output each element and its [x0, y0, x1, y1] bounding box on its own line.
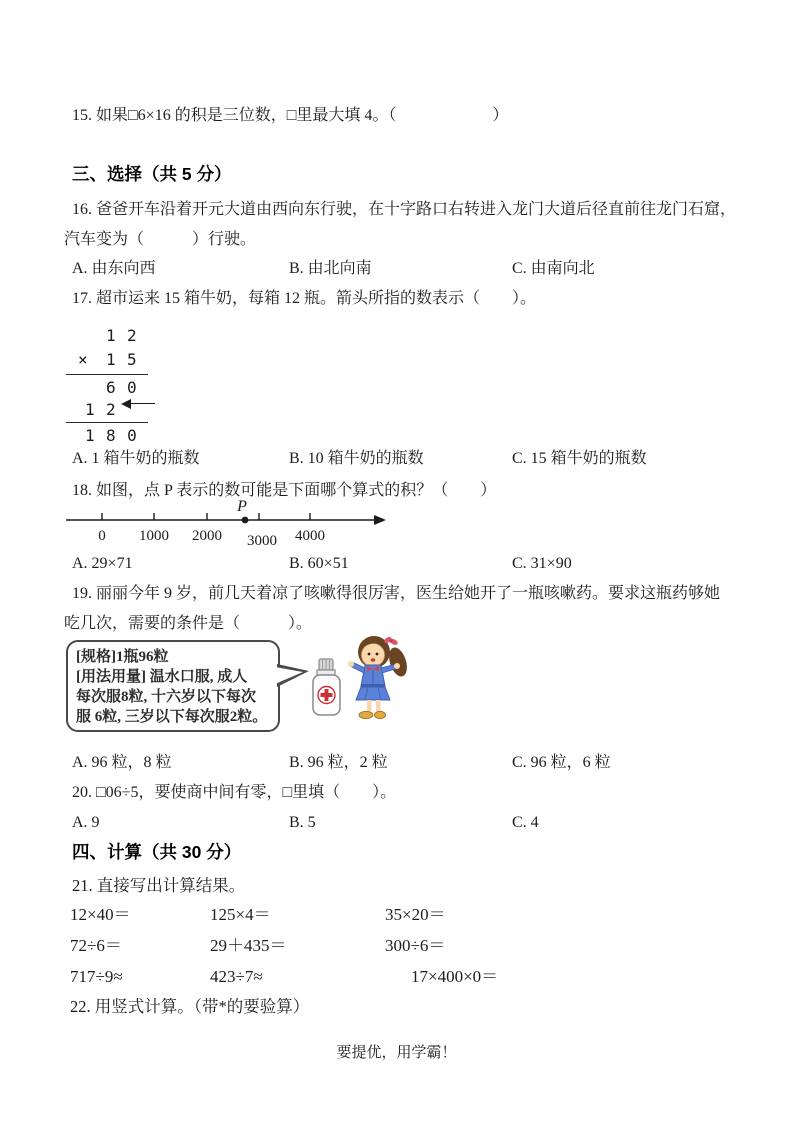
bubble-line-1: [规格]1瓶96粒 [76, 649, 169, 665]
option-b: B. 60×51 [289, 555, 349, 572]
option-b: B. 10 箱牛奶的瓶数 [289, 450, 424, 467]
question-18: 18. 如图，点 P 表示的数可能是下面哪个算式的积？（ ） [72, 482, 497, 499]
medicine-label-bubble [66, 640, 280, 732]
section-choice-title: 三、选择（共 5 分） [72, 164, 232, 184]
question-18-options [0, 553, 793, 575]
point-p-label: P [237, 498, 247, 515]
question-17-options [0, 448, 793, 470]
calc-item: 29＋435＝ [210, 936, 287, 955]
option-a: A. 9 [72, 814, 100, 831]
partial-product-1: 60 [106, 378, 149, 397]
shoe-left [359, 711, 373, 718]
question-15: 15. 如果□6×16 的积是三位数，□里最大填 4。（ ） [72, 107, 509, 124]
calc-item: 300÷6＝ [385, 936, 446, 955]
face [362, 644, 385, 667]
option-c: C. 96 粒，6 粒 [512, 754, 611, 771]
question-20-options [0, 812, 793, 834]
question-19-line2: 吃几次，需要的条件是（ ）。 [64, 615, 313, 632]
leg-right [376, 700, 381, 712]
product: 180 [85, 426, 149, 445]
question-20: 20. □06÷5，要使商中间有零，□里填（ ）。 [72, 784, 397, 801]
partial-product-2: 12 [85, 400, 128, 419]
calc-row-1 [0, 904, 793, 928]
tick-label-2000: 2000 [192, 528, 222, 544]
question-16-line1: 16. 爸爸开车沿着开元大道由西向东行驶，在十字路口右转进入龙门大道后径直前往龙门石窟， [72, 201, 737, 218]
option-c: C. 15 箱牛奶的瓶数 [512, 450, 647, 467]
calc-item: 125×4＝ [210, 905, 271, 924]
left-arrow-icon [121, 399, 155, 409]
axis-arrow-head-icon [374, 515, 386, 525]
tick-label-4000: 4000 [295, 528, 325, 544]
eye-left [368, 653, 371, 656]
question-22: 22. 用竖式计算。（带*的要验算） [70, 997, 310, 1016]
calc-item: 72÷6＝ [70, 936, 122, 955]
option-a: A. 由东向西 [72, 260, 156, 277]
question-19-line1: 19. 丽丽今年 9 岁，前几天着凉了咳嗽得很厉害，医生给她开了一瓶咳嗽药。要求这瓶药够她 [72, 585, 721, 602]
question-21: 21. 直接写出计算结果。 [72, 876, 246, 895]
option-a: A. 1 箱牛奶的瓶数 [72, 450, 200, 467]
tick-label-1000: 1000 [139, 528, 169, 544]
leg-left [367, 700, 372, 712]
calc-item: 35×20＝ [385, 905, 446, 924]
option-b: B. 由北向南 [289, 260, 372, 277]
tick-label-0: 0 [98, 528, 106, 544]
option-c: C. 4 [512, 814, 539, 831]
arrow-head [121, 399, 131, 409]
mouth [371, 658, 376, 661]
option-a: A. 96 粒，8 粒 [72, 754, 172, 771]
point-p-dot [242, 517, 249, 524]
shoe-right [375, 711, 386, 718]
calc-row-3 [0, 966, 793, 990]
rule-line-1 [66, 374, 148, 375]
number-line-figure [62, 498, 392, 550]
footer-slogan: 要提优，用学霸！ [336, 1045, 457, 1061]
hand-left [348, 661, 354, 667]
rule-line-2 [66, 422, 148, 423]
option-c: C. 31×90 [512, 555, 572, 572]
question-16-line2: 汽车变为（ ）行驶。 [64, 231, 257, 248]
question-19-options [0, 752, 793, 774]
multiplicand: 12 [106, 326, 149, 345]
eye-right [376, 653, 379, 656]
option-a: A. 29×71 [72, 555, 133, 572]
hand-right [394, 663, 400, 669]
bubble-line-3: 每次服8粒, 十六岁以下每次 [76, 689, 257, 705]
calc-item: 423÷7≈ [210, 967, 263, 986]
bubble-line-4: 服 6粒, 三岁以下每次服2粒。 [76, 709, 268, 725]
multiply-sign: × [78, 350, 100, 369]
calc-row-2 [0, 935, 793, 959]
multiplication-figure [0, 322, 220, 445]
question-17: 17. 超市运来 15 箱牛奶，每箱 12 瓶。箭头所指的数表示（ ）。 [72, 290, 537, 307]
multiplier: 15 [106, 350, 149, 369]
calc-item: 17×400×0＝ [411, 967, 499, 986]
option-b: B. 96 粒，2 粒 [289, 754, 388, 771]
medicine-bottle-icon [306, 658, 348, 718]
arrow-tail [129, 403, 155, 404]
bubble-tail-fill [275, 667, 303, 684]
option-b: B. 5 [289, 814, 316, 831]
skirt [356, 687, 390, 700]
calc-item: 717÷9≈ [70, 967, 123, 986]
option-c: C. 由南向北 [512, 260, 595, 277]
girl-illustration [344, 632, 410, 724]
question-16-options [0, 258, 793, 280]
tick-label-3000: 3000 [247, 533, 277, 549]
calc-item: 12×40＝ [70, 905, 131, 924]
bubble-line-2: [用法用量] 温水口服, 成人 [76, 669, 248, 685]
section-calc-title: 四、计算（共 30 分） [72, 842, 242, 862]
